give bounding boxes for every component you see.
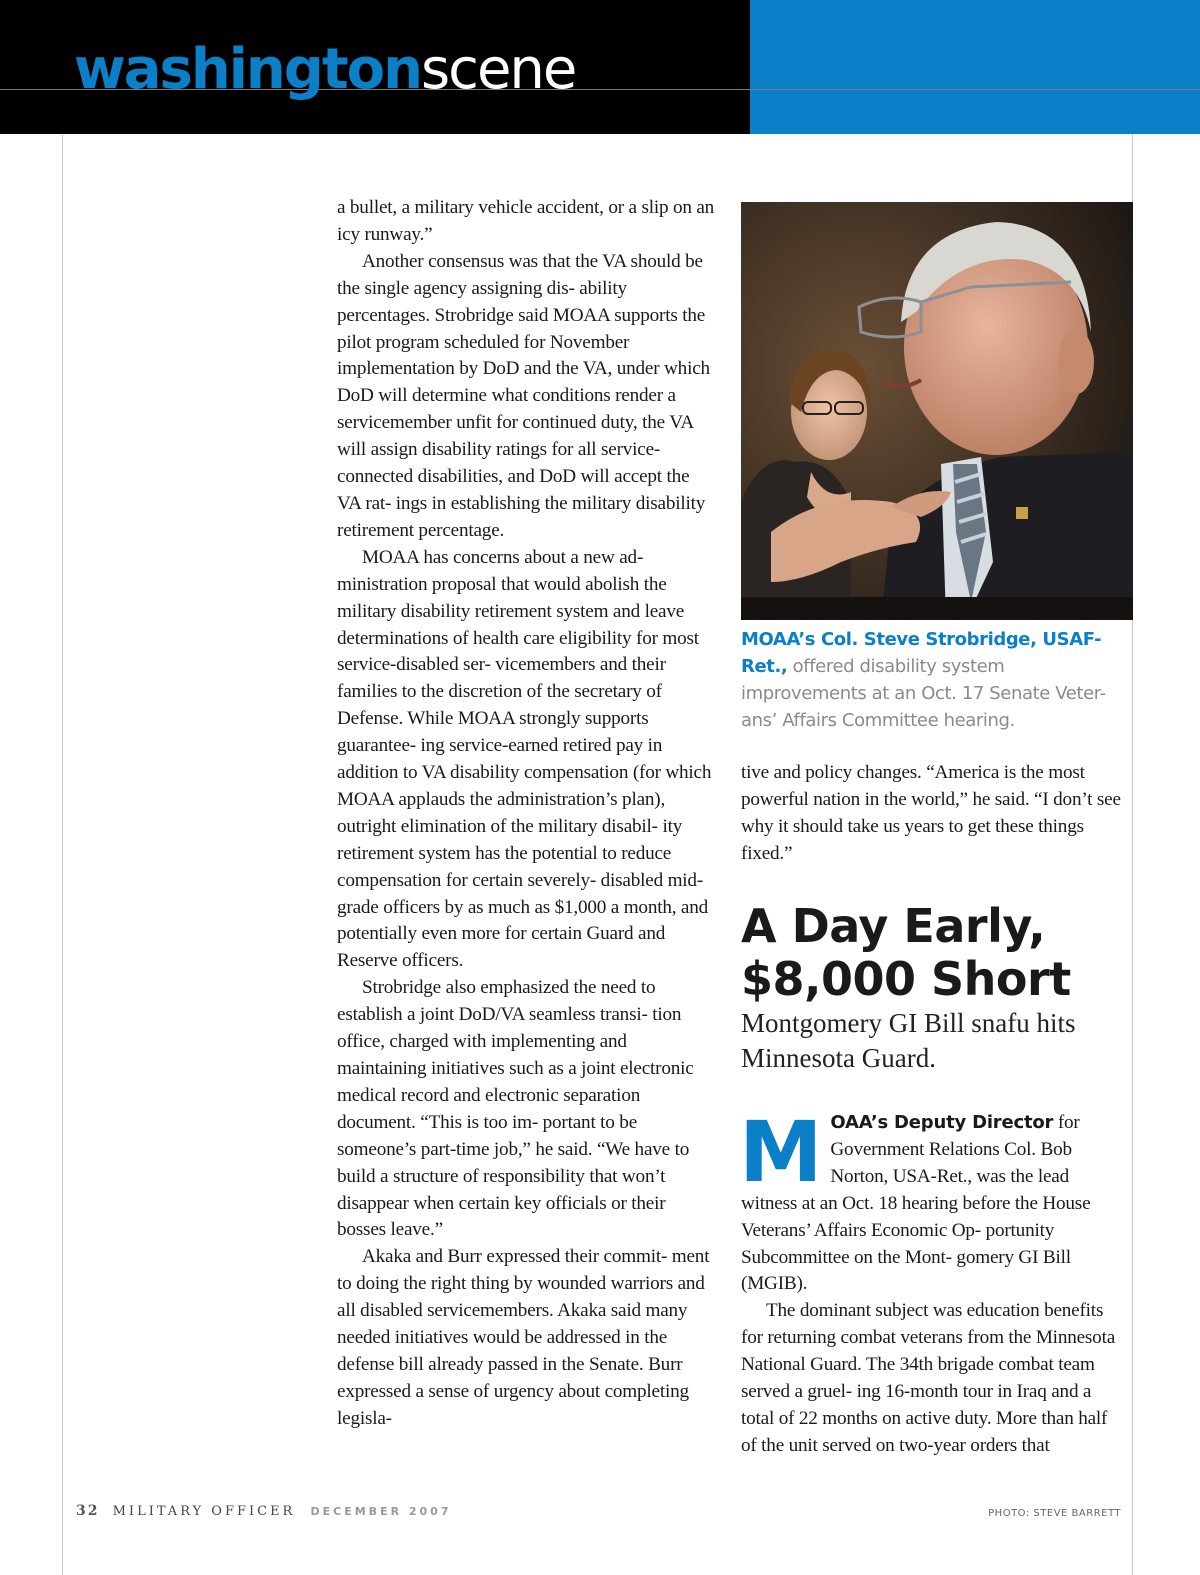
caption-name: MOAA’s Col. Steve Strobridge, USAF-Ret.,: [741, 629, 1102, 677]
page-number: 32: [76, 1503, 100, 1519]
section-title-part1: washington: [74, 37, 421, 102]
headline-line: $8,000 Short: [741, 952, 1071, 1006]
headline-line: A Day Early,: [741, 899, 1046, 953]
article-paragraph: a bullet, a military vehicle accident, or a slip on an icy runway.”: [337, 197, 715, 245]
article2-headline: [741, 900, 1131, 1006]
page-folio: [76, 1503, 452, 1519]
section-title-part2: scene: [420, 37, 576, 102]
article-paragraph: Strobridge also emphasized the need to establish a joint DoD/VA seamless transi- tion office, charged with implementing and maintaining initiatives such as a joint electronic medical record and electronic separation document. “This is too im- portant to be someone’s part-time job,” he said. “We have to build a structure of responsibility that won’t disappear when certain key officials or their bosses leave.”: [337, 977, 694, 1241]
issue-date: DECEMBER 2007: [310, 1505, 452, 1518]
drop-cap: M: [739, 1103, 823, 1201]
paragraph-text: for Government Relations Col. Bob Norton, USA-Ret., was the lead witness at an Oct. 18 hearing before the House Veterans’ Affairs Economic Op- portunity Subcommittee on the Mont- gomery GI Bill (MGIB).: [741, 1112, 1091, 1295]
caption-text: offered disability system improvements at an Oct. 17 Senate Veter- ans’ Affairs Committee hearing.: [741, 656, 1106, 731]
article2-body: [739, 1103, 1116, 1460]
photo-illustration: [741, 202, 1133, 620]
article2-paragraph: The dominant subject was education benefits for returning combat veterans from the Minnesota National Guard. The 34th brigade combat team served a gruel- ing 16-month tour in Iraq and a total of 22 months on active duty. More than half of the unit served on two-year orders that: [741, 1300, 1116, 1456]
header-accent-block: [750, 0, 1200, 134]
article2-paragraph: [739, 1103, 1116, 1298]
article-paragraph: Akaka and Burr expressed their commit- ment to doing the right thing by wounded warriors and all disabled servicemembers. Akaka said many needed initiatives would be addressed in the defense bill already passed in the Senate. Burr expressed a sense of urgency about completing legisla-: [337, 1246, 710, 1429]
section-title: [74, 30, 575, 110]
page-frame-left: [62, 134, 63, 1575]
article-paragraph: MOAA has concerns about a new ad- ministration proposal that would abolish the military disability retirement system and leave determinations of health care eligibility for most service-disabled ser- vicemembers and their families to the discretion of the secretary of Defense. While MOAA strongly supports guarantee- ing service-earned retired pay in addition to VA disability compensation (for which MOAA applauds the administration’s plan), outright elimination of the military disabil- ity retirement system has the potential to reduce compensation for certain severely- disabled mid-grade officers by as much as $1,000 a month, and potentially even more for certain Guard and Reserve officers.: [337, 546, 712, 972]
article-continuation: tive and policy changes. “America is the most powerful nation in the world,” he said. “I don’t see why it should take us years to get these things fixed.”: [741, 762, 1121, 864]
article-column-right: [741, 760, 1131, 868]
article-paragraph: Another consensus was that the VA should be the single agency assigning dis- ability percentages. Strobridge said MOAA supports the pilot program scheduled for November implementation by DoD and the VA, under which DoD will determine what conditions render a servicemember unfit for continued duty, the VA will assign disability ratings for all service-connected disabilities, and DoD will accept the VA rat- ings in establishing the military disability retirement percentage.: [337, 250, 710, 541]
photo-credit: PHOTO: STEVE BARRETT: [988, 1508, 1121, 1519]
article-column-left: [337, 195, 717, 1433]
magazine-name: MILITARY OFFICER: [112, 1504, 296, 1519]
lead-in: OAA’s Deputy Director: [830, 1112, 1054, 1133]
article2-deck: Montgomery GI Bill snafu hits Minnesota Guard.: [741, 1008, 1076, 1073]
hearing-photo: [741, 202, 1133, 620]
photo-caption: [741, 626, 1121, 734]
